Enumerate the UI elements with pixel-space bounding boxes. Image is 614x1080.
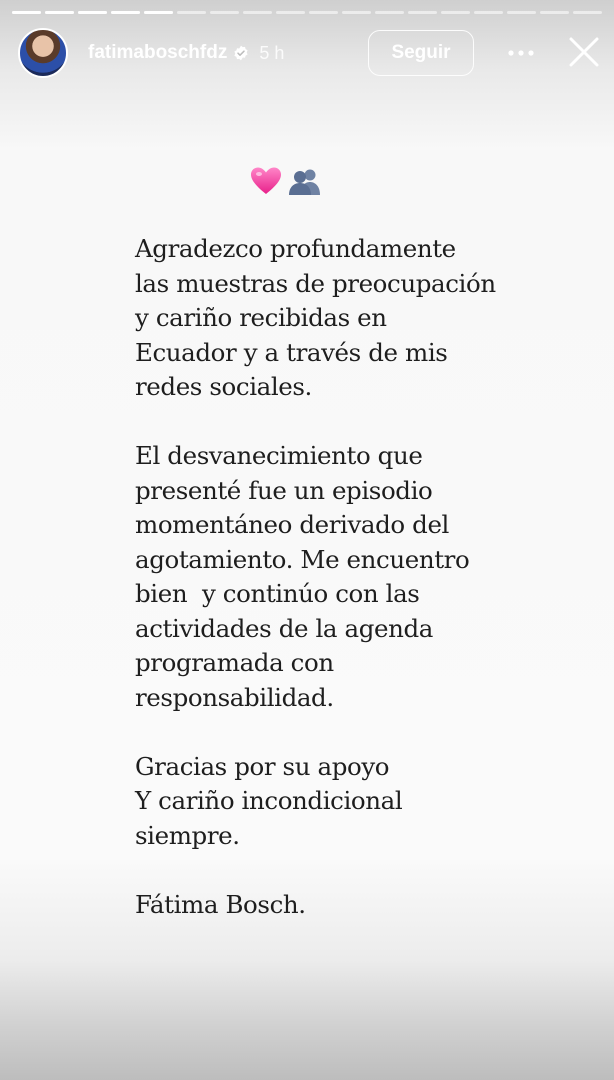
message-line: El desvanecimiento que (135, 441, 423, 470)
progress-segment-fill (45, 11, 74, 14)
message-line: y cariño recibidas en (135, 303, 387, 332)
progress-segment (12, 11, 41, 14)
message-line: actividades de la agenda (135, 613, 433, 643)
verified-badge-icon (233, 45, 249, 61)
message-line: bien y continúo con las (135, 579, 420, 608)
emoji-row (250, 166, 322, 196)
signature-line: Fátima Bosch. (135, 889, 306, 919)
username[interactable]: fatimaboschfdz (88, 42, 228, 63)
story-progress-bar (12, 11, 602, 14)
message-line: momentáneo derivado del (135, 510, 449, 539)
progress-segment (573, 11, 602, 14)
progress-segment (243, 11, 272, 14)
message-line: siempre. (135, 820, 240, 850)
progress-segment (111, 11, 140, 14)
message-line: las muestras de preocupación (135, 268, 496, 298)
story-message (135, 232, 575, 957)
progress-segment (342, 11, 371, 14)
pink-heart-icon (250, 166, 282, 196)
message-paragraph-1 (135, 232, 575, 405)
progress-segment (309, 11, 338, 14)
progress-segment (210, 11, 239, 14)
progress-segment-fill (111, 11, 140, 14)
progress-segment (276, 11, 305, 14)
message-signature (135, 888, 575, 923)
progress-segment-fill (78, 11, 107, 14)
progress-segment-fill (12, 11, 41, 14)
message-line: Gracias por su apoyo (135, 751, 390, 781)
message-paragraph-2 (135, 439, 575, 715)
message-line: presenté fue un episodio (135, 475, 433, 505)
story-header (18, 26, 600, 80)
message-line: redes sociales. (135, 372, 312, 401)
progress-segment (144, 11, 173, 14)
message-line: responsabilidad. (135, 682, 334, 712)
message-line: Ecuador y a través de mis (135, 337, 448, 367)
post-time: 5 h (259, 42, 285, 63)
message-line: programada con (135, 648, 334, 677)
busts-icon (288, 166, 322, 196)
message-line: agotamiento. Me encuentro (135, 544, 470, 574)
message-line: Y cariño incondicional (135, 786, 403, 815)
progress-segment (441, 11, 470, 14)
message-line: Agradezco profundamente (135, 234, 456, 263)
progress-segment (408, 11, 437, 14)
more-options-icon[interactable] (506, 40, 536, 66)
message-paragraph-3 (135, 750, 575, 854)
progress-segment (45, 11, 74, 14)
progress-segment (507, 11, 536, 14)
close-icon[interactable] (566, 34, 602, 70)
progress-segment (78, 11, 107, 14)
progress-segment (375, 11, 404, 14)
avatar[interactable] (18, 28, 68, 78)
progress-segment (474, 11, 503, 14)
progress-segment (540, 11, 569, 14)
follow-button[interactable]: Seguir (368, 30, 474, 76)
progress-segment (177, 11, 206, 14)
progress-segment-fill (144, 11, 173, 14)
